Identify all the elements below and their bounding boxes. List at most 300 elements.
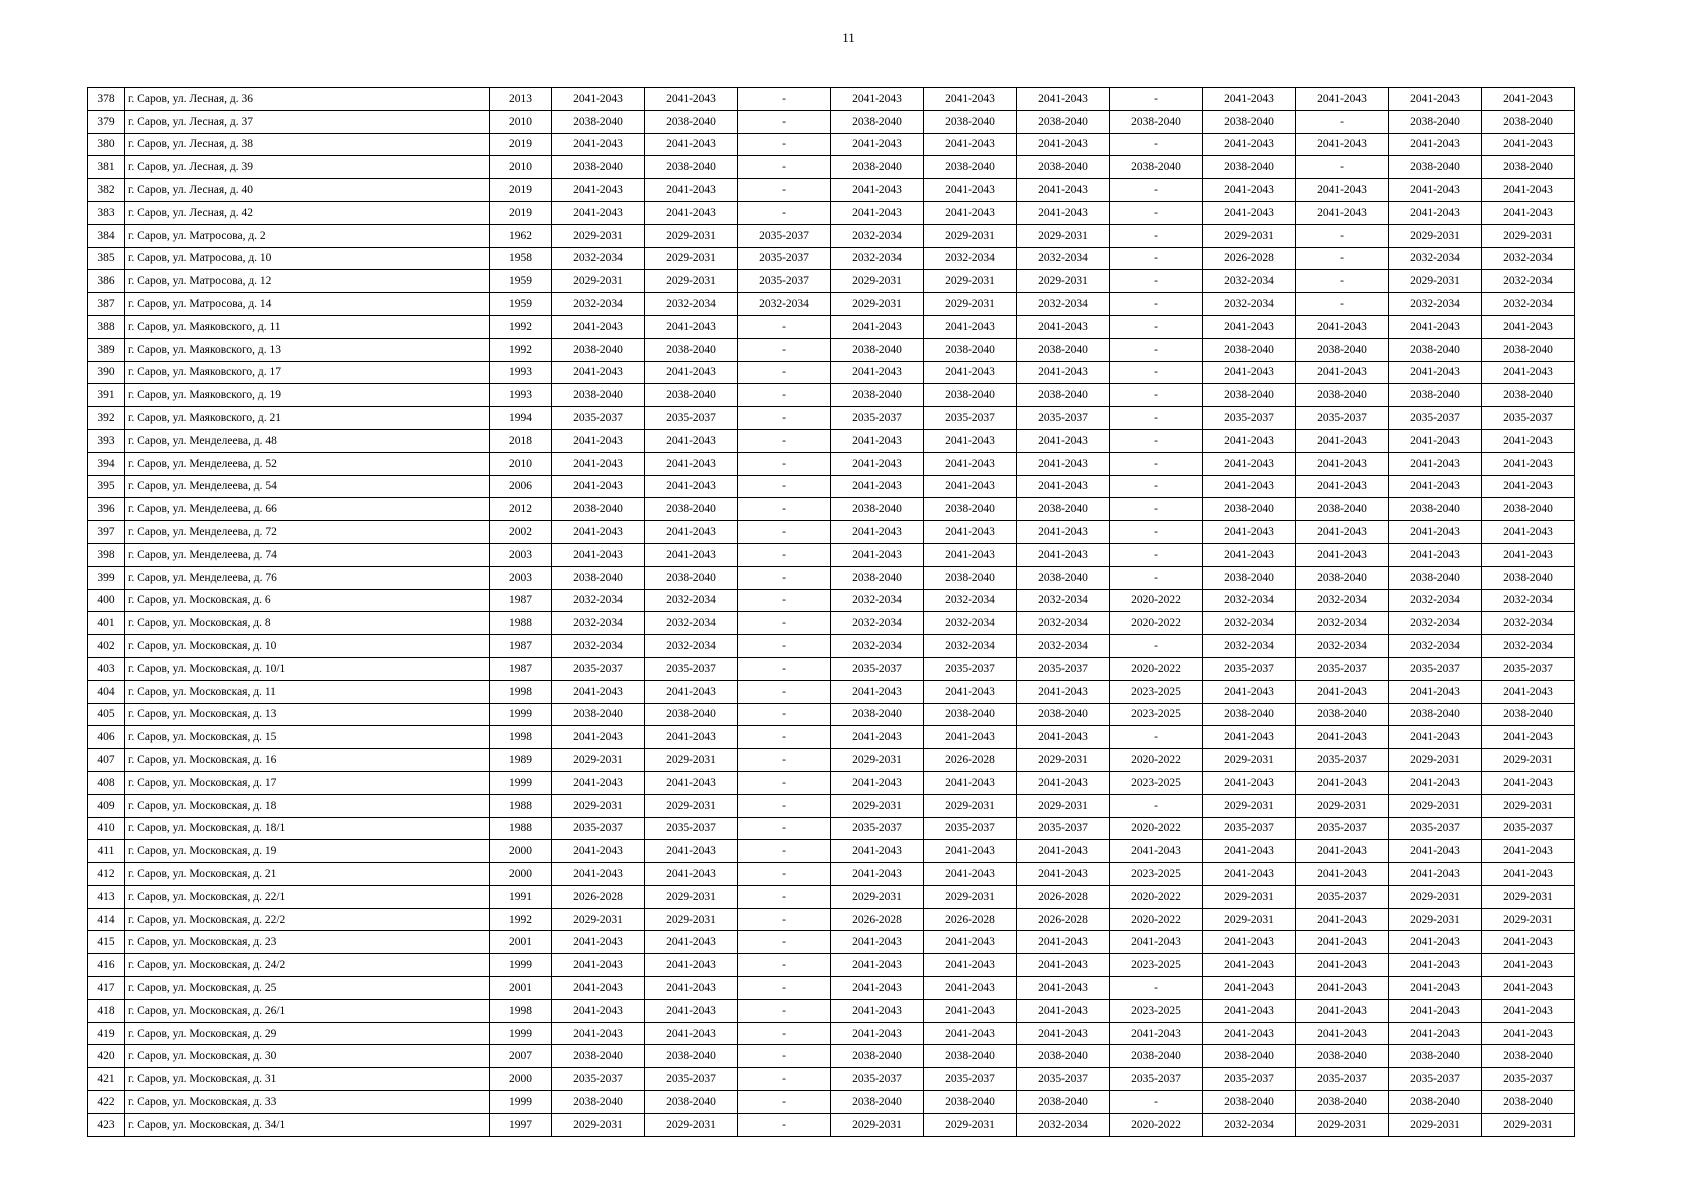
period-cell-10: 2035-2037 — [1389, 407, 1482, 430]
period-cell-8: 2041-2043 — [1203, 931, 1296, 954]
period-cell-10: 2029-2031 — [1389, 1113, 1482, 1136]
table-row — [88, 931, 1575, 954]
period-cell-11: 2038-2040 — [1482, 110, 1575, 133]
period-cell-8: 2029-2031 — [1203, 885, 1296, 908]
table-row — [88, 1022, 1575, 1045]
period-cell-9: 2041-2043 — [1296, 201, 1389, 224]
period-cell-7: - — [1110, 452, 1203, 475]
period-cell-6: 2026-2028 — [1017, 885, 1110, 908]
period-cell-11: 2041-2043 — [1482, 201, 1575, 224]
period-cell-7: - — [1110, 498, 1203, 521]
row-number-cell: 401 — [88, 612, 125, 635]
period-cell-9: - — [1296, 224, 1389, 247]
table-row — [88, 908, 1575, 931]
row-number-cell: 392 — [88, 407, 125, 430]
period-cell-2: 2041-2043 — [645, 680, 738, 703]
period-cell-5: 2026-2028 — [924, 749, 1017, 772]
period-cell-8: 2035-2037 — [1203, 817, 1296, 840]
period-cell-2: 2041-2043 — [645, 88, 738, 111]
address-cell: г. Саров, ул. Маяковского, д. 19 — [125, 384, 490, 407]
year-built-cell: 2000 — [490, 863, 552, 886]
period-cell-9: 2041-2043 — [1296, 475, 1389, 498]
period-cell-7: - — [1110, 407, 1203, 430]
period-cell-8: 2032-2034 — [1203, 1113, 1296, 1136]
period-cell-6: 2041-2043 — [1017, 179, 1110, 202]
period-cell-9: 2032-2034 — [1296, 589, 1389, 612]
period-cell-3: - — [738, 885, 831, 908]
year-built-cell: 2003 — [490, 566, 552, 589]
period-cell-6: 2041-2043 — [1017, 840, 1110, 863]
period-cell-9: 2035-2037 — [1296, 749, 1389, 772]
period-cell-2: 2041-2043 — [645, 726, 738, 749]
period-cell-5: 2038-2040 — [924, 498, 1017, 521]
period-cell-1: 2038-2040 — [552, 110, 645, 133]
year-built-cell: 1998 — [490, 999, 552, 1022]
period-cell-5: 2041-2043 — [924, 429, 1017, 452]
table-row — [88, 635, 1575, 658]
period-cell-11: 2041-2043 — [1482, 88, 1575, 111]
period-cell-10: 2035-2037 — [1389, 657, 1482, 680]
period-cell-6: 2041-2043 — [1017, 977, 1110, 1000]
period-cell-10: 2032-2034 — [1389, 635, 1482, 658]
table-row — [88, 703, 1575, 726]
period-cell-1: 2041-2043 — [552, 931, 645, 954]
address-cell: г. Саров, ул. Лесная, д. 40 — [125, 179, 490, 202]
period-cell-11: 2035-2037 — [1482, 817, 1575, 840]
period-cell-5: 2041-2043 — [924, 475, 1017, 498]
year-built-cell: 1998 — [490, 726, 552, 749]
period-cell-11: 2032-2034 — [1482, 270, 1575, 293]
period-cell-2: 2029-2031 — [645, 794, 738, 817]
period-cell-4: 2029-2031 — [831, 749, 924, 772]
period-cell-3: - — [738, 521, 831, 544]
period-cell-1: 2029-2031 — [552, 794, 645, 817]
period-cell-8: 2041-2043 — [1203, 88, 1296, 111]
period-cell-3: - — [738, 361, 831, 384]
year-built-cell: 2000 — [490, 840, 552, 863]
row-number-cell: 396 — [88, 498, 125, 521]
period-cell-8: 2038-2040 — [1203, 498, 1296, 521]
period-cell-6: 2029-2031 — [1017, 224, 1110, 247]
period-cell-6: 2029-2031 — [1017, 794, 1110, 817]
period-cell-2: 2041-2043 — [645, 475, 738, 498]
period-cell-7: - — [1110, 635, 1203, 658]
address-cell: г. Саров, ул. Менделеева, д. 48 — [125, 429, 490, 452]
year-built-cell: 1999 — [490, 954, 552, 977]
row-number-cell: 415 — [88, 931, 125, 954]
period-cell-6: 2038-2040 — [1017, 1045, 1110, 1068]
period-cell-4: 2035-2037 — [831, 657, 924, 680]
address-cell: г. Саров, ул. Московская, д. 21 — [125, 863, 490, 886]
year-built-cell: 1959 — [490, 270, 552, 293]
period-cell-7: - — [1110, 88, 1203, 111]
period-cell-10: 2038-2040 — [1389, 156, 1482, 179]
year-built-cell: 2002 — [490, 521, 552, 544]
period-cell-4: 2038-2040 — [831, 1045, 924, 1068]
period-cell-9: 2041-2043 — [1296, 680, 1389, 703]
period-cell-5: 2041-2043 — [924, 315, 1017, 338]
period-cell-8: 2041-2043 — [1203, 315, 1296, 338]
period-cell-8: 2035-2037 — [1203, 657, 1296, 680]
period-cell-4: 2035-2037 — [831, 1068, 924, 1091]
period-cell-4: 2041-2043 — [831, 201, 924, 224]
period-cell-3: - — [738, 863, 831, 886]
period-cell-9: - — [1296, 156, 1389, 179]
period-cell-1: 2041-2043 — [552, 977, 645, 1000]
period-cell-11: 2029-2031 — [1482, 908, 1575, 931]
period-cell-4: 2041-2043 — [831, 361, 924, 384]
table-row — [88, 429, 1575, 452]
period-cell-4: 2038-2040 — [831, 156, 924, 179]
year-built-cell: 2019 — [490, 201, 552, 224]
period-cell-2: 2041-2043 — [645, 543, 738, 566]
table-row — [88, 589, 1575, 612]
year-built-cell: 2001 — [490, 931, 552, 954]
address-cell: г. Саров, ул. Московская, д. 15 — [125, 726, 490, 749]
period-cell-7: - — [1110, 543, 1203, 566]
period-cell-9: 2035-2037 — [1296, 817, 1389, 840]
period-cell-5: 2041-2043 — [924, 1022, 1017, 1045]
year-built-cell: 1992 — [490, 908, 552, 931]
period-cell-2: 2032-2034 — [645, 293, 738, 316]
address-cell: г. Саров, ул. Московская, д. 26/1 — [125, 999, 490, 1022]
row-number-cell: 420 — [88, 1045, 125, 1068]
period-cell-2: 2035-2037 — [645, 407, 738, 430]
period-cell-9: 2038-2040 — [1296, 703, 1389, 726]
period-cell-5: 2038-2040 — [924, 1045, 1017, 1068]
period-cell-4: 2038-2040 — [831, 566, 924, 589]
period-cell-1: 2038-2040 — [552, 338, 645, 361]
period-cell-10: 2041-2043 — [1389, 954, 1482, 977]
period-cell-9: 2038-2040 — [1296, 384, 1389, 407]
period-cell-6: 2029-2031 — [1017, 749, 1110, 772]
period-cell-6: 2038-2040 — [1017, 703, 1110, 726]
table-row — [88, 840, 1575, 863]
period-cell-8: 2029-2031 — [1203, 908, 1296, 931]
period-cell-11: 2038-2040 — [1482, 338, 1575, 361]
address-cell: г. Саров, ул. Московская, д. 16 — [125, 749, 490, 772]
period-cell-5: 2029-2031 — [924, 885, 1017, 908]
period-cell-8: 2032-2034 — [1203, 589, 1296, 612]
period-cell-7: 2023-2025 — [1110, 863, 1203, 886]
period-cell-3: - — [738, 635, 831, 658]
period-cell-7: - — [1110, 726, 1203, 749]
period-cell-11: 2038-2040 — [1482, 566, 1575, 589]
period-cell-11: 2041-2043 — [1482, 726, 1575, 749]
row-number-cell: 393 — [88, 429, 125, 452]
period-cell-11: 2041-2043 — [1482, 931, 1575, 954]
year-built-cell: 1962 — [490, 224, 552, 247]
address-cell: г. Саров, ул. Московская, д. 13 — [125, 703, 490, 726]
period-cell-11: 2038-2040 — [1482, 1091, 1575, 1114]
year-built-cell: 2010 — [490, 452, 552, 475]
table-row — [88, 885, 1575, 908]
period-cell-4: 2041-2043 — [831, 521, 924, 544]
period-cell-9: - — [1296, 270, 1389, 293]
period-cell-1: 2032-2034 — [552, 635, 645, 658]
period-cell-9: - — [1296, 293, 1389, 316]
period-cell-8: 2041-2043 — [1203, 863, 1296, 886]
period-cell-9: 2041-2043 — [1296, 521, 1389, 544]
row-number-cell: 397 — [88, 521, 125, 544]
period-cell-7: - — [1110, 133, 1203, 156]
period-cell-5: 2035-2037 — [924, 817, 1017, 840]
year-built-cell: 1993 — [490, 384, 552, 407]
period-cell-6: 2032-2034 — [1017, 635, 1110, 658]
period-cell-1: 2029-2031 — [552, 270, 645, 293]
row-number-cell: 409 — [88, 794, 125, 817]
period-cell-7: - — [1110, 1091, 1203, 1114]
period-cell-6: 2038-2040 — [1017, 384, 1110, 407]
address-cell: г. Саров, ул. Матросова, д. 2 — [125, 224, 490, 247]
period-cell-10: 2041-2043 — [1389, 88, 1482, 111]
table-row — [88, 498, 1575, 521]
period-cell-6: 2041-2043 — [1017, 133, 1110, 156]
period-cell-3: - — [738, 589, 831, 612]
table-row — [88, 817, 1575, 840]
period-cell-8: 2041-2043 — [1203, 726, 1296, 749]
period-cell-9: 2041-2043 — [1296, 361, 1389, 384]
period-cell-1: 2032-2034 — [552, 247, 645, 270]
period-cell-3: - — [738, 452, 831, 475]
period-cell-1: 2041-2043 — [552, 543, 645, 566]
table-row — [88, 566, 1575, 589]
period-cell-8: 2032-2034 — [1203, 612, 1296, 635]
period-cell-10: 2041-2043 — [1389, 429, 1482, 452]
table-row — [88, 475, 1575, 498]
period-cell-7: 2020-2022 — [1110, 885, 1203, 908]
period-cell-10: 2038-2040 — [1389, 384, 1482, 407]
period-cell-11: 2029-2031 — [1482, 794, 1575, 817]
period-cell-7: 2038-2040 — [1110, 110, 1203, 133]
period-cell-3: - — [738, 703, 831, 726]
period-cell-11: 2041-2043 — [1482, 521, 1575, 544]
period-cell-7: - — [1110, 247, 1203, 270]
row-number-cell: 404 — [88, 680, 125, 703]
period-cell-9: 2029-2031 — [1296, 794, 1389, 817]
year-built-cell: 1988 — [490, 817, 552, 840]
table-row — [88, 110, 1575, 133]
period-cell-2: 2041-2043 — [645, 315, 738, 338]
period-cell-9: 2041-2043 — [1296, 931, 1389, 954]
period-cell-6: 2041-2043 — [1017, 771, 1110, 794]
period-cell-1: 2041-2043 — [552, 771, 645, 794]
row-number-cell: 417 — [88, 977, 125, 1000]
address-cell: г. Саров, ул. Московская, д. 23 — [125, 931, 490, 954]
period-cell-3: - — [738, 156, 831, 179]
period-cell-3: 2035-2037 — [738, 224, 831, 247]
period-cell-4: 2041-2043 — [831, 88, 924, 111]
year-built-cell: 1992 — [490, 338, 552, 361]
table-row — [88, 521, 1575, 544]
year-built-cell: 1999 — [490, 1091, 552, 1114]
year-built-cell: 1987 — [490, 657, 552, 680]
row-number-cell: 416 — [88, 954, 125, 977]
period-cell-8: 2041-2043 — [1203, 1022, 1296, 1045]
period-cell-7: 2038-2040 — [1110, 156, 1203, 179]
address-cell: г. Саров, ул. Московская, д. 17 — [125, 771, 490, 794]
period-cell-9: 2035-2037 — [1296, 1068, 1389, 1091]
period-cell-5: 2041-2043 — [924, 680, 1017, 703]
period-cell-11: 2041-2043 — [1482, 680, 1575, 703]
period-cell-3: - — [738, 429, 831, 452]
row-number-cell: 381 — [88, 156, 125, 179]
period-cell-10: 2041-2043 — [1389, 361, 1482, 384]
period-cell-1: 2041-2043 — [552, 201, 645, 224]
period-cell-5: 2035-2037 — [924, 1068, 1017, 1091]
period-cell-6: 2041-2043 — [1017, 475, 1110, 498]
period-cell-6: 2032-2034 — [1017, 1113, 1110, 1136]
period-cell-11: 2041-2043 — [1482, 543, 1575, 566]
row-number-cell: 400 — [88, 589, 125, 612]
table-row — [88, 293, 1575, 316]
year-built-cell: 1999 — [490, 771, 552, 794]
period-cell-3: - — [738, 201, 831, 224]
table-row — [88, 863, 1575, 886]
period-cell-1: 2041-2043 — [552, 726, 645, 749]
period-cell-10: 2038-2040 — [1389, 566, 1482, 589]
row-number-cell: 411 — [88, 840, 125, 863]
period-cell-11: 2041-2043 — [1482, 840, 1575, 863]
period-cell-9: 2041-2043 — [1296, 315, 1389, 338]
table-row — [88, 407, 1575, 430]
address-cell: г. Саров, ул. Матросова, д. 12 — [125, 270, 490, 293]
period-cell-6: 2041-2043 — [1017, 88, 1110, 111]
row-number-cell: 402 — [88, 635, 125, 658]
period-cell-5: 2035-2037 — [924, 657, 1017, 680]
period-cell-1: 2038-2040 — [552, 703, 645, 726]
table-body — [88, 88, 1575, 1137]
period-cell-10: 2041-2043 — [1389, 771, 1482, 794]
row-number-cell: 398 — [88, 543, 125, 566]
period-cell-3: - — [738, 817, 831, 840]
address-cell: г. Саров, ул. Московская, д. 19 — [125, 840, 490, 863]
year-built-cell: 2010 — [490, 110, 552, 133]
period-cell-2: 2038-2040 — [645, 110, 738, 133]
period-cell-8: 2041-2043 — [1203, 977, 1296, 1000]
period-cell-11: 2035-2037 — [1482, 1068, 1575, 1091]
period-cell-6: 2038-2040 — [1017, 338, 1110, 361]
year-built-cell: 1999 — [490, 703, 552, 726]
table-row — [88, 771, 1575, 794]
period-cell-6: 2032-2034 — [1017, 247, 1110, 270]
period-cell-10: 2029-2031 — [1389, 224, 1482, 247]
period-cell-2: 2035-2037 — [645, 657, 738, 680]
period-cell-4: 2041-2043 — [831, 680, 924, 703]
period-cell-3: - — [738, 1022, 831, 1045]
period-cell-11: 2032-2034 — [1482, 293, 1575, 316]
period-cell-2: 2038-2040 — [645, 566, 738, 589]
row-number-cell: 403 — [88, 657, 125, 680]
period-cell-6: 2029-2031 — [1017, 270, 1110, 293]
period-cell-3: - — [738, 384, 831, 407]
year-built-cell: 1994 — [490, 407, 552, 430]
period-cell-8: 2041-2043 — [1203, 452, 1296, 475]
period-cell-1: 2041-2043 — [552, 315, 645, 338]
period-cell-9: 2041-2043 — [1296, 88, 1389, 111]
period-cell-10: 2029-2031 — [1389, 885, 1482, 908]
period-cell-10: 2041-2043 — [1389, 863, 1482, 886]
period-cell-3: - — [738, 726, 831, 749]
address-cell: г. Саров, ул. Московская, д. 10 — [125, 635, 490, 658]
period-cell-5: 2038-2040 — [924, 156, 1017, 179]
period-cell-4: 2041-2043 — [831, 931, 924, 954]
period-cell-11: 2038-2040 — [1482, 703, 1575, 726]
period-cell-4: 2029-2031 — [831, 1113, 924, 1136]
period-cell-4: 2026-2028 — [831, 908, 924, 931]
row-number-cell: 412 — [88, 863, 125, 886]
period-cell-10: 2041-2043 — [1389, 999, 1482, 1022]
period-cell-6: 2038-2040 — [1017, 1091, 1110, 1114]
table-row — [88, 726, 1575, 749]
period-cell-4: 2032-2034 — [831, 612, 924, 635]
period-cell-2: 2038-2040 — [645, 498, 738, 521]
address-cell: г. Саров, ул. Маяковского, д. 17 — [125, 361, 490, 384]
period-cell-3: - — [738, 794, 831, 817]
period-cell-2: 2041-2043 — [645, 201, 738, 224]
period-cell-8: 2032-2034 — [1203, 293, 1296, 316]
period-cell-7: - — [1110, 201, 1203, 224]
address-cell: г. Саров, ул. Менделеева, д. 52 — [125, 452, 490, 475]
period-cell-5: 2029-2031 — [924, 270, 1017, 293]
period-cell-1: 2041-2043 — [552, 863, 645, 886]
period-cell-6: 2032-2034 — [1017, 589, 1110, 612]
period-cell-4: 2041-2043 — [831, 475, 924, 498]
period-cell-4: 2041-2043 — [831, 429, 924, 452]
period-cell-8: 2041-2043 — [1203, 543, 1296, 566]
row-number-cell: 414 — [88, 908, 125, 931]
period-cell-11: 2038-2040 — [1482, 384, 1575, 407]
period-cell-4: 2041-2043 — [831, 1022, 924, 1045]
period-cell-9: 2041-2043 — [1296, 954, 1389, 977]
period-cell-2: 2035-2037 — [645, 817, 738, 840]
period-cell-7: 2035-2037 — [1110, 1068, 1203, 1091]
period-cell-1: 2035-2037 — [552, 407, 645, 430]
period-cell-9: - — [1296, 110, 1389, 133]
year-built-cell: 1999 — [490, 1022, 552, 1045]
period-cell-3: 2032-2034 — [738, 293, 831, 316]
address-cell: г. Саров, ул. Лесная, д. 39 — [125, 156, 490, 179]
address-cell: г. Саров, ул. Московская, д. 22/2 — [125, 908, 490, 931]
period-cell-5: 2041-2043 — [924, 863, 1017, 886]
period-cell-11: 2029-2031 — [1482, 1113, 1575, 1136]
period-cell-6: 2038-2040 — [1017, 110, 1110, 133]
year-built-cell: 2019 — [490, 179, 552, 202]
row-number-cell: 413 — [88, 885, 125, 908]
period-cell-10: 2041-2043 — [1389, 543, 1482, 566]
period-cell-1: 2041-2043 — [552, 429, 645, 452]
address-cell: г. Саров, ул. Московская, д. 34/1 — [125, 1113, 490, 1136]
period-cell-3: - — [738, 88, 831, 111]
table-row — [88, 999, 1575, 1022]
address-cell: г. Саров, ул. Менделеева, д. 54 — [125, 475, 490, 498]
period-cell-3: - — [738, 771, 831, 794]
address-cell: г. Саров, ул. Маяковского, д. 21 — [125, 407, 490, 430]
period-cell-10: 2035-2037 — [1389, 817, 1482, 840]
year-built-cell: 2018 — [490, 429, 552, 452]
period-cell-11: 2032-2034 — [1482, 612, 1575, 635]
period-cell-10: 2032-2034 — [1389, 247, 1482, 270]
period-cell-7: 2020-2022 — [1110, 908, 1203, 931]
period-cell-1: 2029-2031 — [552, 749, 645, 772]
table-row — [88, 156, 1575, 179]
period-cell-2: 2038-2040 — [645, 1045, 738, 1068]
period-cell-10: 2041-2043 — [1389, 726, 1482, 749]
period-cell-7: - — [1110, 566, 1203, 589]
period-cell-9: 2041-2043 — [1296, 908, 1389, 931]
period-cell-3: 2035-2037 — [738, 270, 831, 293]
period-cell-5: 2041-2043 — [924, 201, 1017, 224]
